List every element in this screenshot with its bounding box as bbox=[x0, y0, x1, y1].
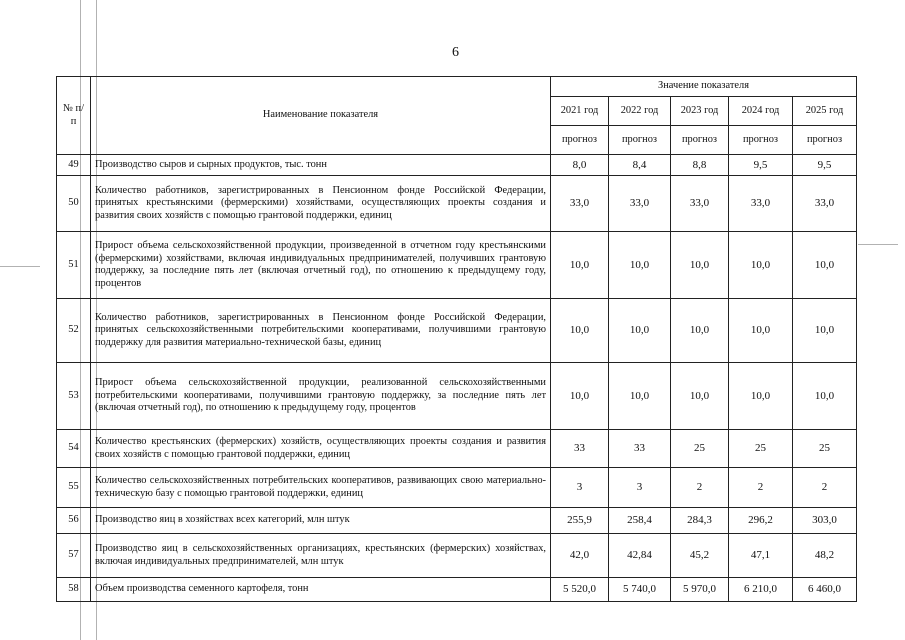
row-indicator-name: Прирост объема сельскохозяйственной продукции, реализованной сельскохозяйственными потребительскими кооперативами, получившими грантовую поддержку, за последние пять лет (включая отчетный год), по отношению к предыдущему году, процентов bbox=[91, 363, 551, 430]
row-value: 2 bbox=[671, 468, 729, 508]
row-value: 9,5 bbox=[793, 155, 857, 176]
row-value: 10,0 bbox=[793, 299, 857, 363]
header-forecast: прогноз bbox=[671, 126, 729, 155]
table-row bbox=[57, 363, 857, 430]
row-value: 25 bbox=[729, 430, 793, 468]
row-value: 42,0 bbox=[551, 534, 609, 578]
header-forecast: прогноз bbox=[609, 126, 671, 155]
row-value: 10,0 bbox=[729, 363, 793, 430]
row-value: 47,1 bbox=[729, 534, 793, 578]
row-value: 3 bbox=[609, 468, 671, 508]
row-value: 5 970,0 bbox=[671, 578, 729, 602]
row-value: 33,0 bbox=[729, 176, 793, 232]
page-number: 6 bbox=[452, 45, 459, 60]
table-row bbox=[57, 232, 857, 299]
table-row bbox=[57, 508, 857, 534]
header-value-group: Значение показателя bbox=[551, 77, 857, 97]
row-value: 10,0 bbox=[551, 363, 609, 430]
row-value: 2 bbox=[729, 468, 793, 508]
header-forecast: прогноз bbox=[793, 126, 857, 155]
row-number: 58 bbox=[57, 578, 91, 602]
header-year: 2022 год bbox=[609, 97, 671, 126]
header-year: 2023 год bbox=[671, 97, 729, 126]
header-year: 2025 год bbox=[793, 97, 857, 126]
row-value: 48,2 bbox=[793, 534, 857, 578]
row-value: 255,9 bbox=[551, 508, 609, 534]
row-value: 33,0 bbox=[609, 176, 671, 232]
row-value: 33,0 bbox=[793, 176, 857, 232]
row-value: 10,0 bbox=[729, 299, 793, 363]
row-value: 33 bbox=[551, 430, 609, 468]
row-number: 52 bbox=[57, 299, 91, 363]
row-indicator-name: Производство сыров и сырных продуктов, тыс. тонн bbox=[91, 155, 551, 176]
row-value: 10,0 bbox=[729, 232, 793, 299]
row-value: 33,0 bbox=[671, 176, 729, 232]
row-value: 9,5 bbox=[729, 155, 793, 176]
row-indicator-name: Производство яиц в хозяйствах всех категорий, млн штук bbox=[91, 508, 551, 534]
row-value: 45,2 bbox=[671, 534, 729, 578]
row-indicator-name: Прирост объема сельскохозяйственной продукции, произведенной в отчетном году крестьянскими (фермерскими) хозяйствами, включая индивидуальных предпринимателей, получивших грантовую поддержку, за последние пять лет (включая отчетный год), по отношению к предыдущему году, процентов bbox=[91, 232, 551, 299]
row-number: 54 bbox=[57, 430, 91, 468]
row-value: 296,2 bbox=[729, 508, 793, 534]
scan-line bbox=[0, 266, 40, 267]
row-number: 53 bbox=[57, 363, 91, 430]
row-value: 5 740,0 bbox=[609, 578, 671, 602]
row-indicator-name: Производство яиц в сельскохозяйственных организациях, крестьянских (фермерских) хозяйствах, включая индивидуальных предпринимателей, млн штук bbox=[91, 534, 551, 578]
row-indicator-name: Количество сельскохозяйственных потребительских кооперативов, развивающих свою материально-техническую базу с помощью грантовой поддержки, единиц bbox=[91, 468, 551, 508]
row-value: 10,0 bbox=[793, 363, 857, 430]
row-indicator-name: Количество крестьянских (фермерских) хозяйств, осуществляющих проекты создания и развития своих хозяйств с помощью грантовой поддержки, единиц bbox=[91, 430, 551, 468]
table-row bbox=[57, 155, 857, 176]
row-value: 25 bbox=[671, 430, 729, 468]
row-value: 303,0 bbox=[793, 508, 857, 534]
row-number: 56 bbox=[57, 508, 91, 534]
indicators-table bbox=[56, 76, 857, 602]
table-row bbox=[57, 534, 857, 578]
header-no: № п/п bbox=[57, 77, 91, 155]
row-value: 258,4 bbox=[609, 508, 671, 534]
header-name: Наименование показателя bbox=[91, 77, 551, 155]
row-value: 2 bbox=[793, 468, 857, 508]
table-row bbox=[57, 430, 857, 468]
row-value: 10,0 bbox=[609, 363, 671, 430]
row-value: 33,0 bbox=[551, 176, 609, 232]
row-indicator-name: Объем производства семенного картофеля, тонн bbox=[91, 578, 551, 602]
row-indicator-name: Количество работников, зарегистрированных в Пенсионном фонде Российской Федерации, принятых крестьянскими (фермерскими) хозяйствами, осуществляющих проекты создания и развития своих хозяйств с помощью грантовой поддержки, единиц bbox=[91, 176, 551, 232]
row-value: 3 bbox=[551, 468, 609, 508]
row-value: 6 210,0 bbox=[729, 578, 793, 602]
row-value: 10,0 bbox=[551, 232, 609, 299]
header-year: 2024 год bbox=[729, 97, 793, 126]
row-value: 10,0 bbox=[551, 299, 609, 363]
row-value: 25 bbox=[793, 430, 857, 468]
row-value: 284,3 bbox=[671, 508, 729, 534]
row-value: 33 bbox=[609, 430, 671, 468]
row-value: 6 460,0 bbox=[793, 578, 857, 602]
row-value: 8,8 bbox=[671, 155, 729, 176]
table-row bbox=[57, 299, 857, 363]
row-number: 57 bbox=[57, 534, 91, 578]
row-number: 50 bbox=[57, 176, 91, 232]
table-row bbox=[57, 176, 857, 232]
row-value: 8,0 bbox=[551, 155, 609, 176]
table-header-row bbox=[57, 77, 857, 97]
table-row bbox=[57, 468, 857, 508]
row-value: 5 520,0 bbox=[551, 578, 609, 602]
row-value: 42,84 bbox=[609, 534, 671, 578]
header-forecast: прогноз bbox=[551, 126, 609, 155]
table-row bbox=[57, 578, 857, 602]
header-forecast: прогноз bbox=[729, 126, 793, 155]
header-year: 2021 год bbox=[551, 97, 609, 126]
row-value: 10,0 bbox=[793, 232, 857, 299]
row-value: 8,4 bbox=[609, 155, 671, 176]
row-value: 10,0 bbox=[671, 232, 729, 299]
row-value: 10,0 bbox=[671, 299, 729, 363]
row-number: 49 bbox=[57, 155, 91, 176]
row-value: 10,0 bbox=[609, 299, 671, 363]
scan-line bbox=[858, 244, 898, 245]
row-indicator-name: Количество работников, зарегистрированных в Пенсионном фонде Российской Федерации, принятых сельскохозяйственными потребительскими кооперативами, получившими грантовую поддержку для развития материально-технической базы, единиц bbox=[91, 299, 551, 363]
row-number: 51 bbox=[57, 232, 91, 299]
row-number: 55 bbox=[57, 468, 91, 508]
row-value: 10,0 bbox=[609, 232, 671, 299]
row-value: 10,0 bbox=[671, 363, 729, 430]
